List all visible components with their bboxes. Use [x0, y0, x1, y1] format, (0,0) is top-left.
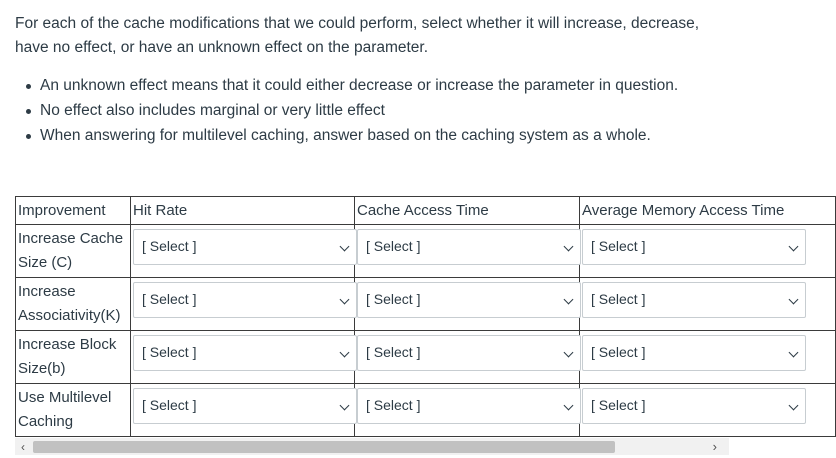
hit-rate-select-cache-size[interactable] — [133, 229, 357, 265]
row-label-multilevel: Use Multilevel Caching — [16, 384, 131, 437]
chevron-down-icon — [789, 401, 799, 411]
amat-select-block-size[interactable] — [582, 335, 806, 371]
select-value: [ Select ] — [142, 291, 197, 307]
select-value: [ Select ] — [142, 344, 197, 360]
select-value: [ Select ] — [366, 397, 421, 413]
access-time-select-block-size[interactable] — [357, 335, 581, 371]
hit-rate-select-multilevel[interactable] — [133, 388, 357, 424]
select-value: [ Select ] — [591, 344, 646, 360]
cache-effects-table — [15, 196, 836, 437]
chevron-down-icon — [340, 242, 350, 252]
scroll-right-icon[interactable]: › — [712, 439, 717, 454]
header-hit-rate: Hit Rate — [131, 197, 355, 225]
chevron-down-icon — [564, 401, 574, 411]
scroll-left-icon[interactable]: ‹ — [21, 440, 25, 454]
horizontal-scrollbar[interactable] — [15, 438, 729, 455]
table-row — [16, 331, 836, 384]
chevron-down-icon — [340, 401, 350, 411]
table-row — [16, 278, 836, 331]
access-time-select-cache-size[interactable] — [357, 229, 581, 265]
row-label-block-size: Increase Block Size(b) — [16, 331, 131, 384]
instructions-text: For each of the cache modifications that we could perform, select whether it will increase, decrease, have no effect, or have an unknown effect on the parameter. — [15, 15, 700, 56]
table-row — [16, 225, 836, 278]
bullet-item: No effect also includes marginal or very little effect — [24, 99, 678, 124]
chevron-down-icon — [789, 295, 799, 305]
amat-select-associativity[interactable] — [582, 282, 806, 318]
access-time-select-multilevel[interactable] — [357, 388, 581, 424]
bullet-item: An unknown effect means that it could either decrease or increase the parameter in question. — [24, 74, 678, 99]
amat-select-cache-size[interactable] — [582, 229, 806, 265]
table-header-row — [16, 197, 836, 225]
row-label-cache-size: Increase Cache Size (C) — [16, 225, 131, 278]
select-value: [ Select ] — [366, 238, 421, 254]
chevron-down-icon — [564, 242, 574, 252]
select-value: [ Select ] — [591, 291, 646, 307]
hit-rate-select-associativity[interactable] — [133, 282, 357, 318]
bullet-item: When answering for multilevel caching, answer based on the caching system as a whole. — [24, 124, 678, 149]
amat-select-multilevel[interactable] — [582, 388, 806, 424]
chevron-down-icon — [340, 348, 350, 358]
header-cache-access-time: Cache Access Time — [355, 197, 580, 225]
select-value: [ Select ] — [366, 344, 421, 360]
table-scroll-container — [15, 196, 785, 458]
chevron-down-icon — [789, 348, 799, 358]
select-value: [ Select ] — [142, 397, 197, 413]
select-value: [ Select ] — [142, 238, 197, 254]
select-value: [ Select ] — [591, 397, 646, 413]
chevron-down-icon — [789, 242, 799, 252]
chevron-down-icon — [564, 295, 574, 305]
chevron-down-icon — [340, 295, 350, 305]
access-time-select-associativity[interactable] — [357, 282, 581, 318]
scrollbar-thumb[interactable] — [33, 441, 615, 453]
select-value: [ Select ] — [591, 238, 646, 254]
row-label-associativity: Increase Associativity(K) — [16, 278, 131, 331]
select-value: [ Select ] — [366, 291, 421, 307]
table-row — [16, 384, 836, 437]
hit-rate-select-block-size[interactable] — [133, 335, 357, 371]
header-improvement: Improvement — [16, 197, 131, 225]
header-average-memory-access-time: Average Memory Access Time — [580, 197, 836, 225]
chevron-down-icon — [564, 348, 574, 358]
instruction-bullets — [24, 74, 678, 149]
